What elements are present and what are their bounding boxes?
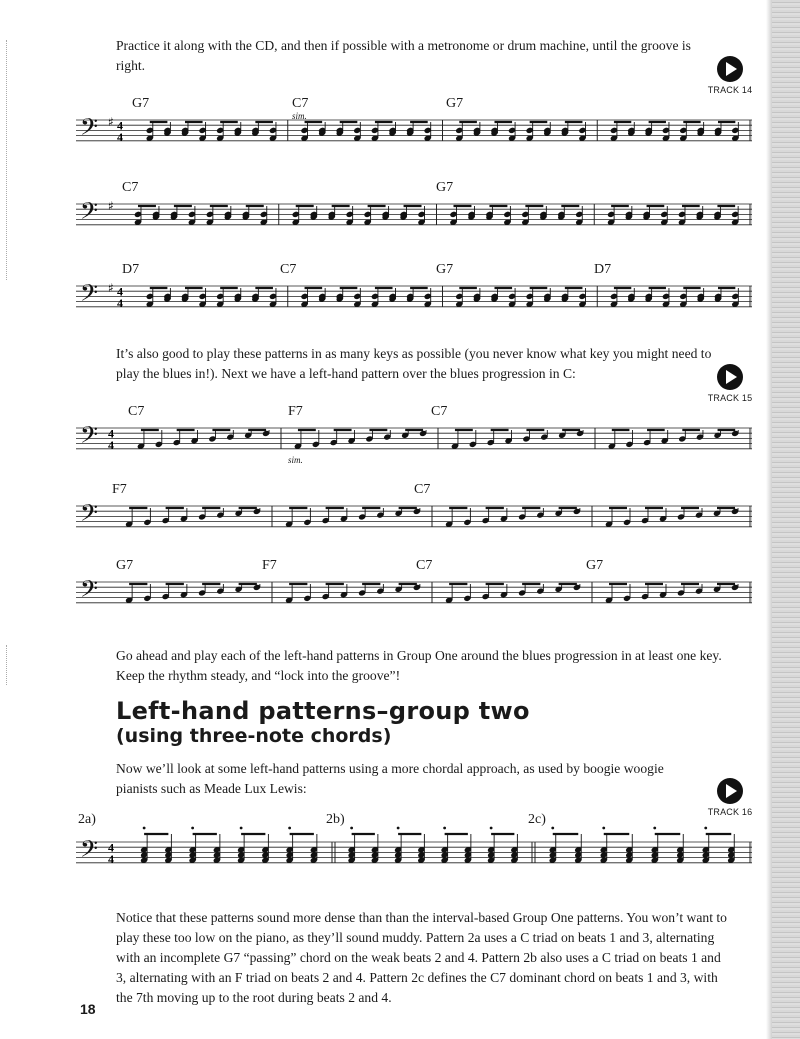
chord-symbol: G7 [586, 558, 604, 573]
staccato-dot [443, 827, 446, 830]
chord-symbol: C7 [431, 404, 448, 419]
bass-clef-icon: 𝄢 [80, 574, 99, 608]
chord-symbol: C7 [280, 262, 297, 277]
staff-6 [76, 558, 752, 628]
page-edge [766, 0, 800, 1039]
pattern-label: 2a) [78, 812, 96, 827]
staccato-dot [191, 827, 194, 830]
staccato-dot [288, 827, 291, 830]
staccato-dot [704, 827, 707, 830]
chord-symbol: C7 [128, 404, 145, 419]
time-signature: 4 [117, 295, 123, 310]
sim-marking: sim. [288, 455, 303, 465]
cd-icon [717, 364, 743, 390]
group-one-paragraph: Go ahead and play each of the left-hand patterns in Group One around the blues progression in at least one key. Keep the rhythm steady, and “lock into the groove”! [116, 648, 722, 683]
time-signature: 4 [117, 284, 123, 299]
sim-marking: sim. [292, 111, 307, 121]
chordal-intro-paragraph: Now we’ll look at some left-hand patterns using a more chordal approach, as used by boogie woogie pianists such as Meade Lux Lewis: [116, 761, 664, 796]
margin-dots [6, 645, 9, 685]
sharp-icon: ♯ [108, 115, 114, 130]
staff-3 [76, 262, 752, 332]
section-subheading: (using three-note chords) [116, 725, 392, 747]
music-system-5 [76, 482, 752, 552]
bass-clef-icon: 𝄢 [80, 278, 99, 312]
chord-symbol: F7 [262, 558, 277, 573]
staccato-dot [551, 827, 554, 830]
staccato-dot [490, 827, 493, 830]
chord-symbol: G7 [116, 558, 134, 573]
track-14-badge [700, 56, 760, 95]
time-signature: 4 [117, 118, 123, 133]
time-signature: 4 [108, 840, 114, 855]
sharp-icon: ♯ [108, 199, 114, 214]
staccato-dot [397, 827, 400, 830]
page-number: 18 [80, 1001, 96, 1017]
track-label: TRACK 16 [707, 807, 753, 817]
intro-paragraph: Practice it along with the CD, and then if possible with a metronome or drum machine, until the groove is right. [116, 38, 691, 73]
section-heading: Left-hand patterns–group two [116, 697, 530, 725]
pattern-label: 2c) [528, 812, 546, 827]
staff-7 [76, 808, 752, 888]
chord-symbol: C7 [292, 96, 309, 111]
staff-5 [76, 482, 752, 552]
staff-4 [76, 404, 752, 474]
chord-symbol: C7 [414, 482, 431, 497]
music-system-7 [76, 808, 752, 888]
chord-symbol: G7 [436, 262, 454, 277]
staff-2 [76, 180, 752, 250]
time-signature: 4 [108, 437, 114, 452]
track-15-badge [700, 364, 760, 403]
staccato-dot [350, 827, 353, 830]
chord-symbol: D7 [594, 262, 612, 277]
time-signature: 4 [108, 426, 114, 441]
bass-clef-icon: 𝄢 [80, 196, 99, 230]
music-system-4 [76, 404, 752, 474]
staccato-dot [602, 827, 605, 830]
chord-symbol: D7 [122, 262, 140, 277]
music-system-3 [76, 262, 752, 332]
track-label: TRACK 14 [707, 85, 753, 95]
chord-symbol: C7 [122, 180, 139, 195]
keys-paragraph: It’s also good to play these patterns in as many keys as possible (you never know what key you might need to play the blues in!). Next we have a left-hand pattern over the blues progression in C: [116, 346, 712, 381]
cd-icon [717, 56, 743, 82]
time-signature: 4 [108, 851, 114, 866]
bass-clef-icon: 𝄢 [80, 420, 99, 454]
bass-clef-icon: 𝄢 [80, 498, 99, 532]
staccato-dot [143, 827, 146, 830]
music-system-2 [76, 180, 752, 250]
bass-clef-icon: 𝄢 [80, 834, 99, 868]
margin-dots [6, 40, 9, 280]
chord-symbol: C7 [416, 558, 433, 573]
chord-symbol: G7 [436, 180, 454, 195]
music-system-6 [76, 558, 752, 628]
staccato-dot [240, 827, 243, 830]
track-label: TRACK 15 [707, 393, 753, 403]
sharp-icon: ♯ [108, 281, 114, 296]
time-signature: 4 [117, 129, 123, 144]
chord-symbol: F7 [288, 404, 303, 419]
bass-clef-icon: 𝄢 [80, 112, 99, 146]
pattern-label: 2b) [326, 812, 345, 827]
staff-1 [76, 96, 752, 166]
music-system-1 [76, 96, 752, 166]
chord-symbol: G7 [132, 96, 150, 111]
chord-symbol: F7 [112, 482, 127, 497]
staccato-dot [653, 827, 656, 830]
explanation-paragraph: Notice that these patterns sound more dense than than the interval-based Group One patterns. You won’t want to play these too low on the piano, as they’ll sound muddy. Pattern 2a uses a C triad on beats 1 and 3, alternating with an incomplete G7 “passing” chord on the weak beats 2 and 4. Pattern 2b also uses a C triad on beats 1 and 3, alternating with an F triad on beats 2 and 4. Pattern 2c defines the C7 dominant chord on beats 1 and 3, with the 7th moving up to the root during beats 2 and 4. [116, 910, 727, 1005]
cd-icon [717, 778, 743, 804]
chord-symbol: G7 [446, 96, 464, 111]
